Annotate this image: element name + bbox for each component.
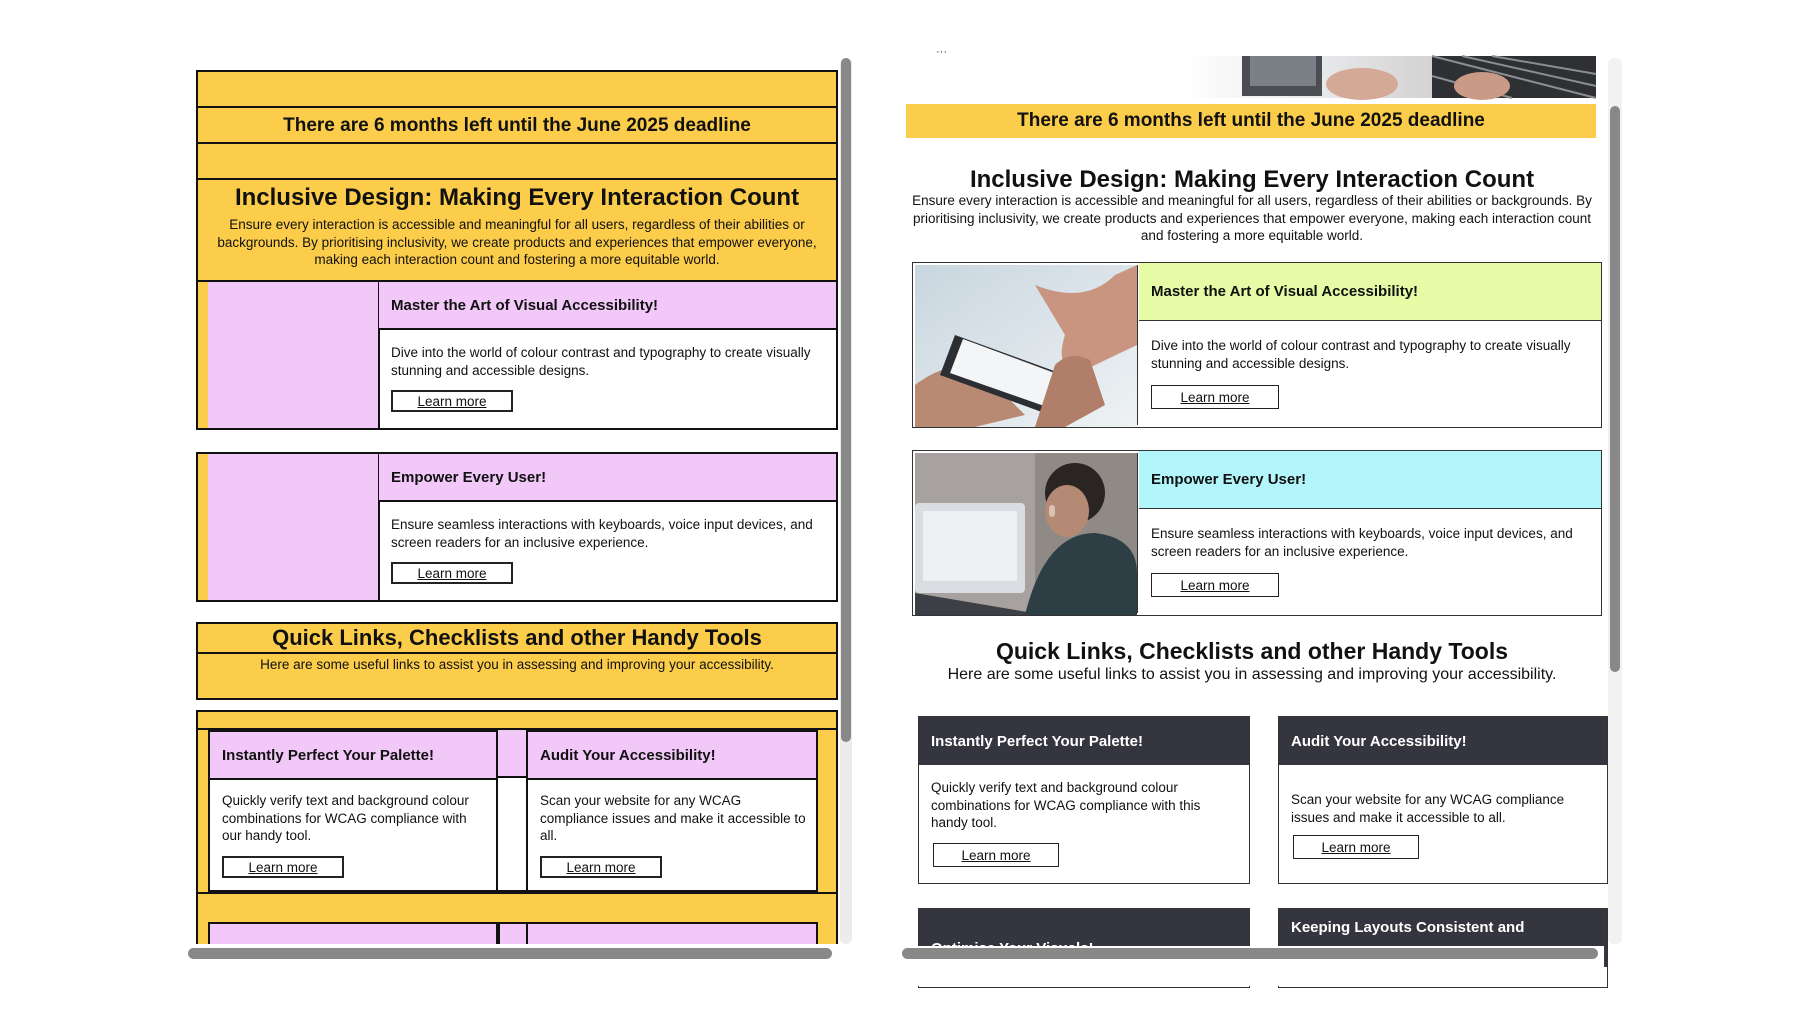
left-horizontal-scrollbar-thumb[interactable] (188, 948, 832, 959)
intro-title: Inclusive Design: Making Every Interaction Count (969, 166, 1535, 193)
intro-text: Ensure every interaction is accessible and meaningful for all users, regardless of their abilities or backgrounds. By prioritising inclusivity, we create products and experiences that empower everyone, making each interaction count and fostering a more equitable world. (217, 217, 817, 267)
learn-more-button[interactable]: Learn more (1151, 385, 1279, 409)
learn-more-button[interactable]: Learn more (933, 843, 1059, 867)
feature-card-visual (912, 262, 1602, 428)
tool-card-palette (208, 730, 498, 892)
design-pane (900, 46, 1604, 956)
tool-card-palette (918, 716, 1250, 884)
learn-more-button[interactable]: Learn more (1151, 573, 1279, 597)
image-placeholder (208, 454, 380, 600)
tools-subtitle-bar (196, 652, 838, 700)
deadline-banner (906, 104, 1596, 138)
feature-card-users (912, 450, 1602, 616)
tool-title: Keeping Layouts Consistent and (1279, 909, 1607, 967)
tool-text: Quickly verify text and background colour combinations for WCAG compliance with our handy tool. (222, 793, 469, 843)
tools-subtitle: Here are some useful links to assist you in assessing and improving your accessibility. (947, 666, 1557, 683)
image-placeholder (208, 282, 380, 428)
tool-card-audit (1278, 716, 1608, 884)
tool-text: Scan your website for any WCAG compliance issues and make it accessible to all. (540, 793, 806, 843)
tools-grid-divider (196, 892, 838, 894)
learn-more-button[interactable]: Learn more (222, 856, 344, 878)
tool-text: Scan your website for any WCAG compliance issues and make it accessible to all. (1291, 792, 1565, 825)
feature-card-visual (196, 280, 838, 430)
right-horizontal-scrollbar-thumb[interactable] (902, 948, 1598, 959)
learn-more-button[interactable]: Learn more (391, 390, 513, 412)
deadline-banner (196, 106, 838, 144)
tool-title: Audit Your Accessibility! (528, 732, 816, 780)
tools-title: Quick Links, Checklists and other Handy Tools (995, 638, 1509, 664)
feature-text: Ensure seamless interactions with keyboards, voice input devices, and screen readers for an inclusive experience. (391, 517, 813, 550)
wireframe-pane (196, 60, 856, 960)
feature-title: Master the Art of Visual Accessibility! (1139, 263, 1601, 321)
spacer-bar (196, 142, 838, 180)
tool-card-audit (526, 730, 818, 892)
tool-title: Instantly Perfect Your Palette! (919, 717, 1249, 765)
hero-caption-fragment: ··· (936, 46, 947, 58)
hero-image (1182, 56, 1596, 98)
tool-gap-head (498, 730, 528, 778)
feature-text: Dive into the world of colour contrast and typography to create visually stunning and accessible designs. (1151, 338, 1571, 371)
feature-title: Master the Art of Visual Accessibility! (379, 282, 836, 330)
tools-subtitle: Here are some useful links to assist you in assessing and improving your accessibility. (260, 657, 774, 672)
tools-title: Quick Links, Checklists and other Handy Tools (272, 625, 762, 650)
learn-more-button[interactable]: Learn more (1293, 835, 1419, 859)
intro-text: Ensure every interaction is accessible and meaningful for all users, regardless of their abilities or backgrounds. By prioritising inclusivity, we create products and experiences that empower everyone, making each interaction count and fostering a more equitable world. (912, 193, 1592, 243)
feature-text: Dive into the world of colour contrast and typography to create visually stunning and accessible designs. (391, 345, 811, 378)
feature-text: Ensure seamless interactions with keyboards, voice input devices, and screen readers for an inclusive experience. (1151, 526, 1573, 559)
intro-section (196, 178, 838, 282)
learn-more-button[interactable]: Learn more (391, 562, 513, 584)
feature-title: Empower Every User! (379, 454, 836, 502)
top-spacer-bar (196, 70, 838, 108)
deadline-text: There are 6 months left until the June 2025 deadline (283, 115, 751, 136)
right-vertical-scrollbar-thumb[interactable] (1610, 106, 1620, 672)
tool-title: Instantly Perfect Your Palette! (210, 732, 496, 780)
left-vertical-scrollbar-thumb[interactable] (841, 58, 851, 742)
tool-title: Audit Your Accessibility! (1279, 717, 1607, 765)
feature-card-users (196, 452, 838, 602)
tools-title-bar (196, 622, 838, 654)
deadline-text: There are 6 months left until the June 2025 deadline (1017, 110, 1485, 131)
phone-hands-photo (915, 265, 1138, 425)
feature-title: Empower Every User! (1139, 451, 1601, 509)
tool-text: Quickly verify text and background colour combinations for WCAG compliance with this handy tool. (931, 780, 1201, 830)
person-laptop-photo (915, 453, 1138, 613)
intro-title: Inclusive Design: Making Every Interaction Count (234, 184, 800, 211)
learn-more-button[interactable]: Learn more (540, 856, 662, 878)
